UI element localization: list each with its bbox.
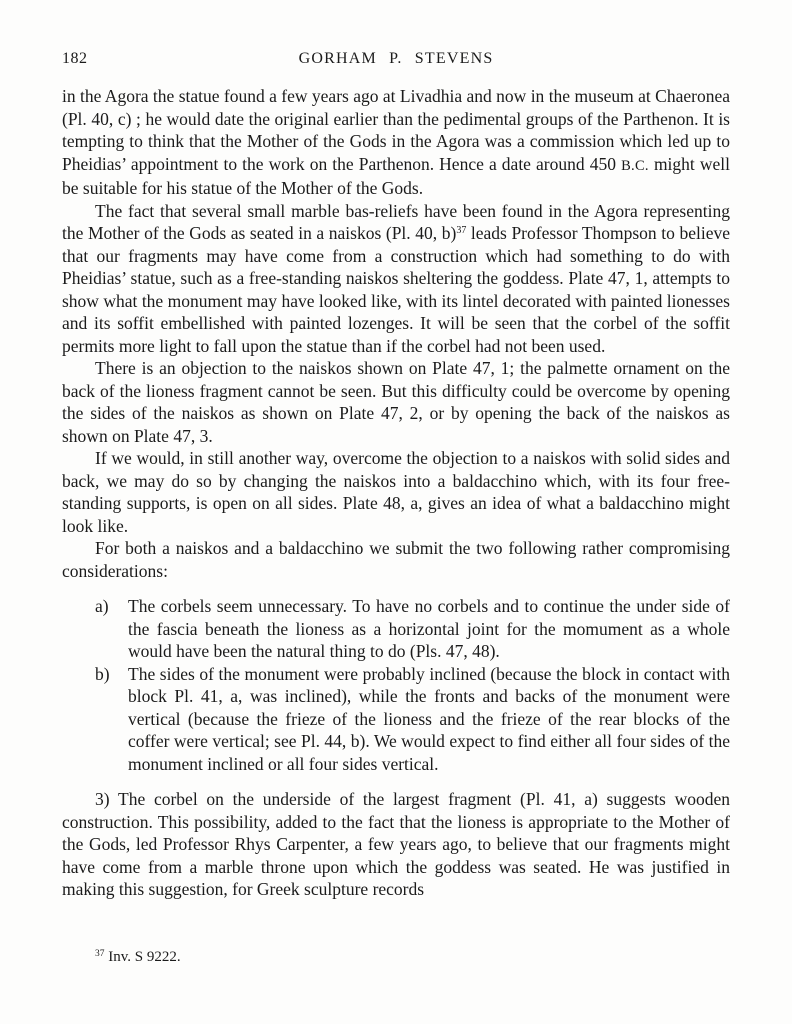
- text-run: might well be suitable for his statue of the Mother of the Gods.: [62, 153, 730, 198]
- list-item-text: [128, 596, 730, 661]
- smallcaps-text-run: B.C.: [621, 157, 649, 174]
- paragraph: [62, 357, 730, 447]
- paragraph: [62, 537, 730, 582]
- text-run: The corbels seem unnecessary. To have no corbels and to continue the under side of the fascia beneath the lioness as a horizontal joint for the momument as a whole would have been the natural thing to do (Pls. 47, 48).: [128, 596, 730, 661]
- text-run: leads Professor Thompson to believe that our fragments may have come from a construction which had something to do with Pheidias’ statue, such as a free-standing naiskos sheltering the goddess. Plate 47, 1, attempts to show what the monument may have looked like, with its lintel decorated with painted lionesses and its soffit embellished with painted lozenges. It will be seen that the corbel of the soffit permits more light to fall upon the statue than if the corbel had not been used.: [62, 223, 731, 356]
- text-run: in the Agora the statue found a few years ago at Livadhia and now in the museum at Chaeronea (Pl. 40, c) ; he would date the original earlier than the pedimental groups of the Parthenon. It is tempting to think that the Mother of the Gods in the Agora was a commission which led up to Pheidias’ appointment to the work on the Parthenon. Hence a date around 450: [62, 86, 730, 174]
- text-run: 3) The corbel on the underside of the largest fragment (Pl. 41, a) suggests wooden construction. This possibility, added to the fact that the lioness is appropriate to the Mother of the Gods, led Professor Rhys Carpenter, a few years ago, to believe that our fragments might have come from a marble throne upon which the goddess was seated. He was justified in making this suggestion, for Greek sculpture records: [62, 789, 730, 899]
- paragraph: [62, 85, 730, 200]
- running-title: GORHAM P. STEVENS: [298, 50, 494, 67]
- paragraph: [62, 788, 730, 901]
- text-run: For both a naiskos and a baldacchino we submit the two following rather compromising considerations:: [62, 538, 730, 581]
- text-run: The fact that several small marble bas-reliefs have been found in the Agora representing the Mother of the Gods as seated in a naiskos (Pl. 40, b): [62, 200, 730, 243]
- text-run: If we would, in still another way, overcome the objection to a naiskos with solid sides and back, we may do so by changing the naiskos into a baldacchino which, with its four free-standing supports, is open on all sides. Plate 48, a, gives an idea of what a baldacchino might look like.: [62, 448, 730, 536]
- footnote: [95, 948, 181, 967]
- page-header: [62, 50, 730, 68]
- list-item: [62, 595, 730, 663]
- footnote-marker: 37: [95, 949, 105, 959]
- footnote-reference: 37: [456, 225, 467, 236]
- list-item-text: [128, 664, 730, 774]
- body-text: [62, 85, 730, 901]
- list-item-label: a): [95, 596, 109, 616]
- list-item-label: b): [95, 663, 110, 684]
- list-item: [62, 663, 730, 776]
- paragraph: [62, 200, 730, 358]
- footnote-text: Inv. S 9222.: [104, 949, 181, 965]
- text-run: The sides of the monument were probably inclined (because the block in contact with block Pl. 41, a, was inclined), while the fronts and backs of the monument were vertical (because the frieze of the lioness and the frieze of the rear blocks of the coffer were vertical; see Pl. 44, b). We would expect to find either all four sides of the monument inclined or all four sides vertical.: [128, 663, 730, 774]
- text-run: There is an objection to the naiskos shown on Plate 47, 1; the palmette ornament on the back of the lioness fragment cannot be seen. But this difficulty could be overcome by opening the sides of the naiskos as shown on Plate 47, 2, or by opening the back of the naiskos as shown on Plate 47, 3.: [62, 358, 730, 446]
- paragraph: [62, 447, 730, 537]
- page-number: 182: [62, 50, 88, 67]
